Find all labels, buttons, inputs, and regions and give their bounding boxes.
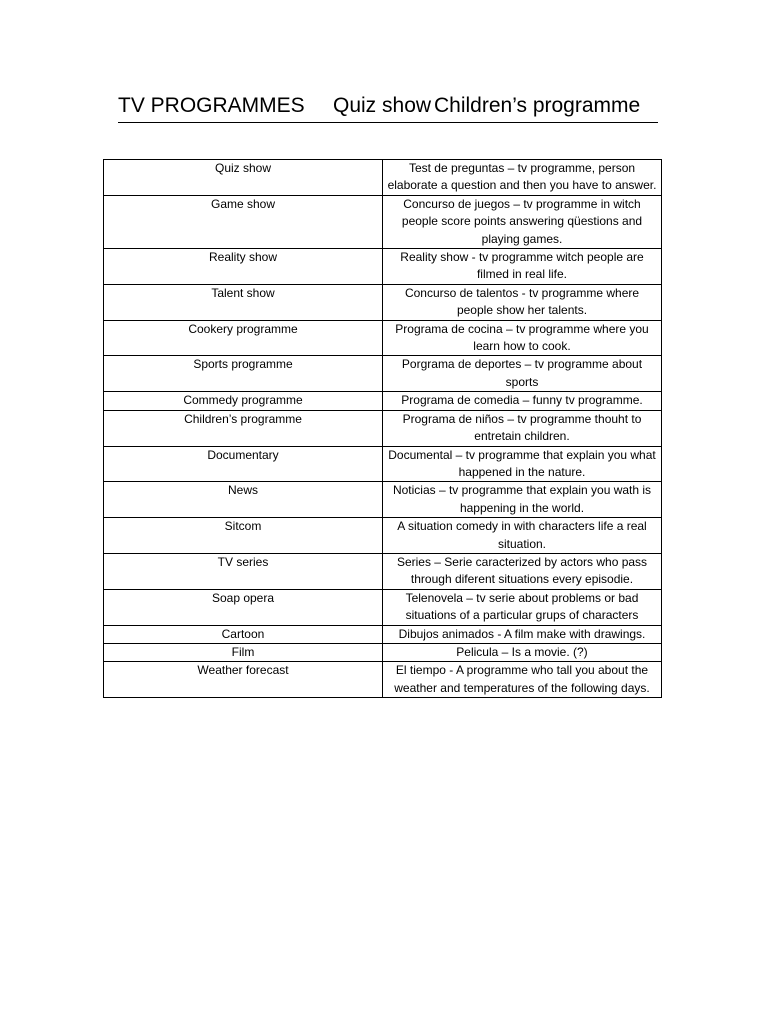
- table-row: [104, 410, 662, 446]
- term-cell: Documentary: [104, 446, 383, 482]
- term-cell: Reality show: [104, 249, 383, 285]
- definition-cell: Concurso de juegos – tv programme in witch people score points answering qüestions and playing games.: [383, 195, 662, 248]
- definition-cell: Programa de cocina – tv programme where you learn how to cook.: [383, 320, 662, 356]
- definition-cell: Concurso de talentos - tv programme where people show her talents.: [383, 284, 662, 320]
- definition-cell: Test de preguntas – tv programme, person elaborate a question and then you have to answer.: [383, 160, 662, 196]
- term-cell: Sitcom: [104, 518, 383, 554]
- term-cell: Sports programme: [104, 356, 383, 392]
- term-cell: Cartoon: [104, 625, 383, 643]
- term-cell: Quiz show: [104, 160, 383, 196]
- term-cell: Soap opera: [104, 589, 383, 625]
- term-cell: Children’s programme: [104, 410, 383, 446]
- definition-cell: Reality show - tv programme witch people are filmed in real life.: [383, 249, 662, 285]
- table-row: [104, 625, 662, 643]
- table-row: [104, 589, 662, 625]
- table-row: [104, 662, 662, 698]
- table-row: [104, 482, 662, 518]
- page-title: [118, 92, 658, 123]
- table-row: [104, 284, 662, 320]
- definition-cell: Documental – tv programme that explain you what happened in the nature.: [383, 446, 662, 482]
- table-row: [104, 195, 662, 248]
- term-cell: Cookery programme: [104, 320, 383, 356]
- definition-cell: A situation comedy in with characters life a real situation.: [383, 518, 662, 554]
- definition-cell: Noticias – tv programme that explain you wath is happening in the world.: [383, 482, 662, 518]
- term-cell: Weather forecast: [104, 662, 383, 698]
- table-row: [104, 446, 662, 482]
- term-cell: Film: [104, 643, 383, 661]
- table-row: [104, 320, 662, 356]
- table-row: [104, 553, 662, 589]
- definition-cell: Porgrama de deportes – tv programme about sports: [383, 356, 662, 392]
- definition-cell: El tiempo - A programme who tall you about the weather and temperatures of the following days.: [383, 662, 662, 698]
- term-cell: TV series: [104, 553, 383, 589]
- definition-cell: Pelicula – Is a movie. (?): [383, 643, 662, 661]
- term-cell: Commedy programme: [104, 392, 383, 410]
- table-row: [104, 643, 662, 661]
- table-row: [104, 249, 662, 285]
- definition-cell: Telenovela – tv serie about problems or bad situations of a particular grups of characters: [383, 589, 662, 625]
- definition-cell: Series – Serie caracterized by actors who pass through diferent situations every episodie.: [383, 553, 662, 589]
- table-row: [104, 518, 662, 554]
- vocabulary-table: [103, 159, 662, 698]
- table-row: [104, 356, 662, 392]
- title-main: TV PROGRAMMES: [118, 94, 305, 117]
- table-row: [104, 392, 662, 410]
- definition-cell: Programa de comedia – funny tv programme.: [383, 392, 662, 410]
- definition-cell: Dibujos animados - A film make with drawings.: [383, 625, 662, 643]
- term-cell: Game show: [104, 195, 383, 248]
- term-cell: News: [104, 482, 383, 518]
- definition-cell: Programa de niños – tv programme thouht to entretain children.: [383, 410, 662, 446]
- title-childrens-programme: Children’s programme: [434, 94, 641, 117]
- title-quiz-show: Quiz show: [333, 94, 432, 117]
- term-cell: Talent show: [104, 284, 383, 320]
- table-row: [104, 160, 662, 196]
